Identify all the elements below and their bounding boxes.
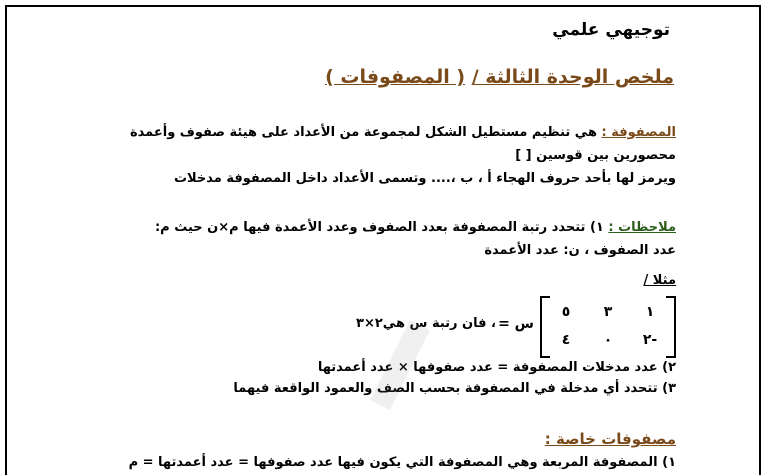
matrix-cell: -٢	[642, 332, 658, 348]
example-block	[256, 296, 676, 360]
definition-line-2: محصورين بين قوسين [ ]	[515, 148, 676, 163]
notes-term: ملاحظات :	[608, 220, 676, 235]
notes-line-4: ٣) تتحدد أي مدخلة في المصفوفة بحسب الصف والعمود الواقعة فيهما	[233, 381, 676, 396]
matrix-cell: ٥	[561, 304, 571, 320]
page-title: توجيهي علمي	[552, 20, 670, 40]
example-label: مثلا /	[643, 273, 676, 288]
definition-term: المصفوفة :	[601, 125, 676, 140]
definition-text-1: هي تنظيم مستطيل الشكل لمجموعة من الأعداد على هيئة صفوف وأعمدة	[129, 125, 597, 140]
notes-line-3: ٢) عدد مدخلات المصفوفة = عدد صفوفها × عدد أعمدتها	[317, 360, 676, 375]
matrix-cell: ٣	[603, 304, 613, 320]
matrix-cell: ١	[645, 304, 655, 320]
unit-subtitle: ( المصفوفات )	[325, 66, 466, 88]
notes-line-2: عدد الصفوف ، ن: عدد الأعمدة	[484, 243, 676, 258]
unit-title: ملخص الوحدة الثالثة /	[471, 66, 674, 88]
example-variable: س =	[498, 316, 534, 332]
matrix-cell: ٤	[561, 332, 571, 348]
unit-heading	[325, 65, 674, 89]
example-matrix	[540, 296, 676, 358]
notes-text-1: ١) تتحدد رتبة المصفوفة بعدد الصفوف وعدد الأعمدة فيها م×ن حيث م:	[154, 220, 604, 235]
matrix-cell: ٠	[603, 332, 613, 348]
definition-line-1	[130, 125, 676, 141]
special-line-1: ١) المصفوفة المربعة وهي المصفوفة التي يكون فيها عدد صفوفها = عدد أعمدتها = م	[128, 455, 676, 470]
example-rank-text: ، فان رتبة س هي٢×٣	[356, 316, 496, 331]
definition-line-3: ويرمز لها بأحد حروف الهجاء أ ، ب ،.... وتسمى الأعداد داخل المصفوفة مدخلات	[173, 171, 676, 186]
notes-line-1	[155, 220, 676, 236]
special-matrices-heading: مصفوفات خاصة :	[544, 430, 676, 448]
